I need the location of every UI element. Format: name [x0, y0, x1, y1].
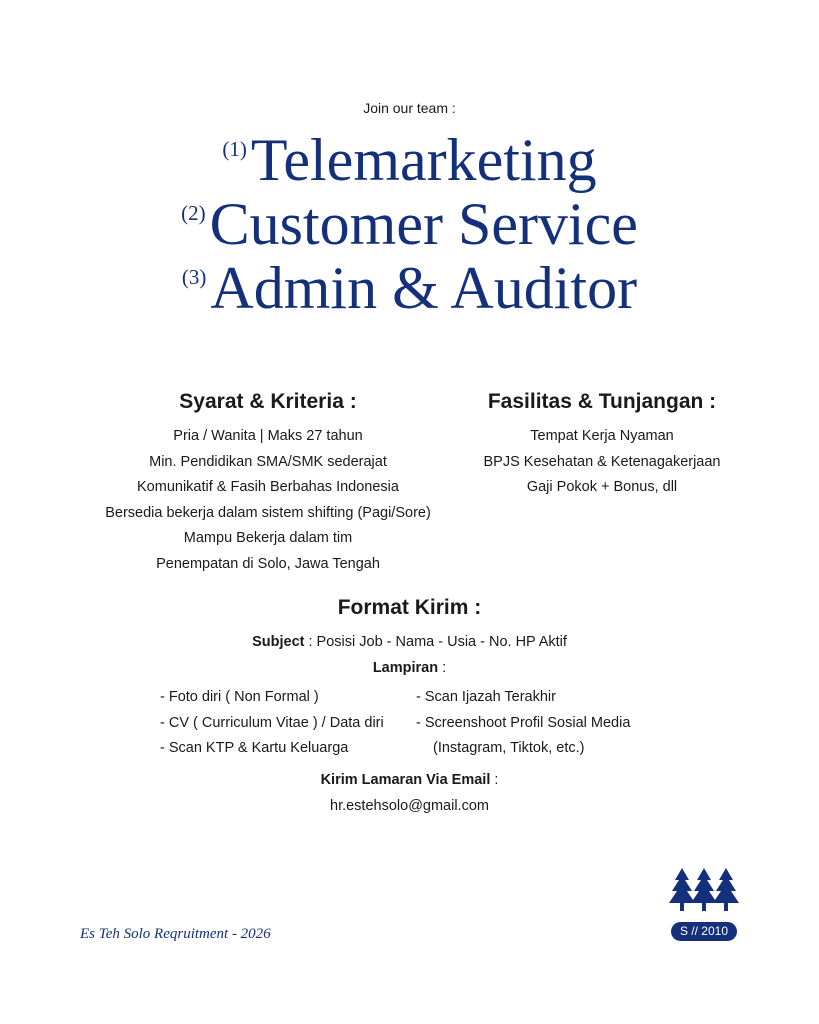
attachments-left-list [160, 685, 384, 762]
position-title: Admin & Auditor [210, 255, 638, 321]
subject-label: Subject [252, 634, 305, 650]
attachments-label: Lampiran [372, 660, 439, 676]
list-item: Pria / Wanita | Maks 27 tahun [173, 428, 363, 444]
list-item: - CV ( Curriculum Vitae ) / Data diri [160, 714, 384, 731]
attachments-right-list [416, 685, 630, 736]
email-address: hr.estehsolo@gmail.com [330, 798, 489, 814]
list-item: - Scan KTP & Kartu Keluarga [160, 740, 349, 756]
position-title: Customer Service [209, 191, 638, 257]
list-item: Penempatan di Solo, Jawa Tengah [156, 555, 380, 572]
requirements-heading: Syarat & Kriteria : [179, 390, 357, 413]
attachments-line [0, 660, 819, 676]
email-label-line [0, 772, 819, 788]
attachments-right-continuation: (Instagram, Tiktok, etc.) [433, 740, 585, 756]
list-item: BPJS Kesehatan & Ketenagakerjaan [483, 453, 721, 470]
list-item: Bersedia bekerja dalam sistem shifting (Pagi/Sore) [105, 504, 431, 521]
format-heading: Format Kirim : [337, 596, 482, 619]
facilities-heading: Fasilitas & Tunjangan : [487, 390, 717, 413]
email-colon: : [494, 772, 499, 788]
attachments-colon: : [442, 660, 447, 676]
position-number: (2) [181, 201, 206, 225]
subject-value: : Posisi Job - Nama - Usia - No. HP Aktif [308, 634, 567, 650]
list-item: Gaji Pokok + Bonus, dll [526, 479, 678, 495]
requirements-list [68, 424, 468, 577]
facilities-list [452, 424, 752, 501]
list-item: Komunikatif & Fasih Berbahas Indonesia [137, 479, 399, 495]
three-trees-icon [668, 866, 740, 916]
position-3 [0, 255, 819, 321]
subject-line [0, 634, 819, 650]
position-title: Telemarketing [250, 127, 597, 193]
list-item: Mampu Bekerja dalam tim [183, 530, 353, 546]
company-logo [668, 866, 740, 938]
position-number: (3) [181, 265, 207, 289]
position-1 [0, 127, 819, 193]
email-label: Kirim Lamaran Via Email [320, 772, 491, 788]
list-item: Tempat Kerja Nyaman [530, 428, 674, 444]
list-item: - Screenshoot Profil Sosial Media [416, 714, 631, 731]
intro-text: Join our team : [363, 100, 456, 116]
list-item: - Scan Ijazah Terakhir [416, 689, 556, 705]
position-number: (1) [222, 137, 247, 161]
position-2 [0, 191, 819, 257]
list-item: Min. Pendidikan SMA/SMK sederajat [149, 453, 387, 470]
footer-text: Es Teh Solo Reqruitment - 2026 [80, 926, 271, 942]
logo-badge: S // 2010 [671, 922, 737, 941]
list-item: - Foto diri ( Non Formal ) [160, 689, 319, 705]
